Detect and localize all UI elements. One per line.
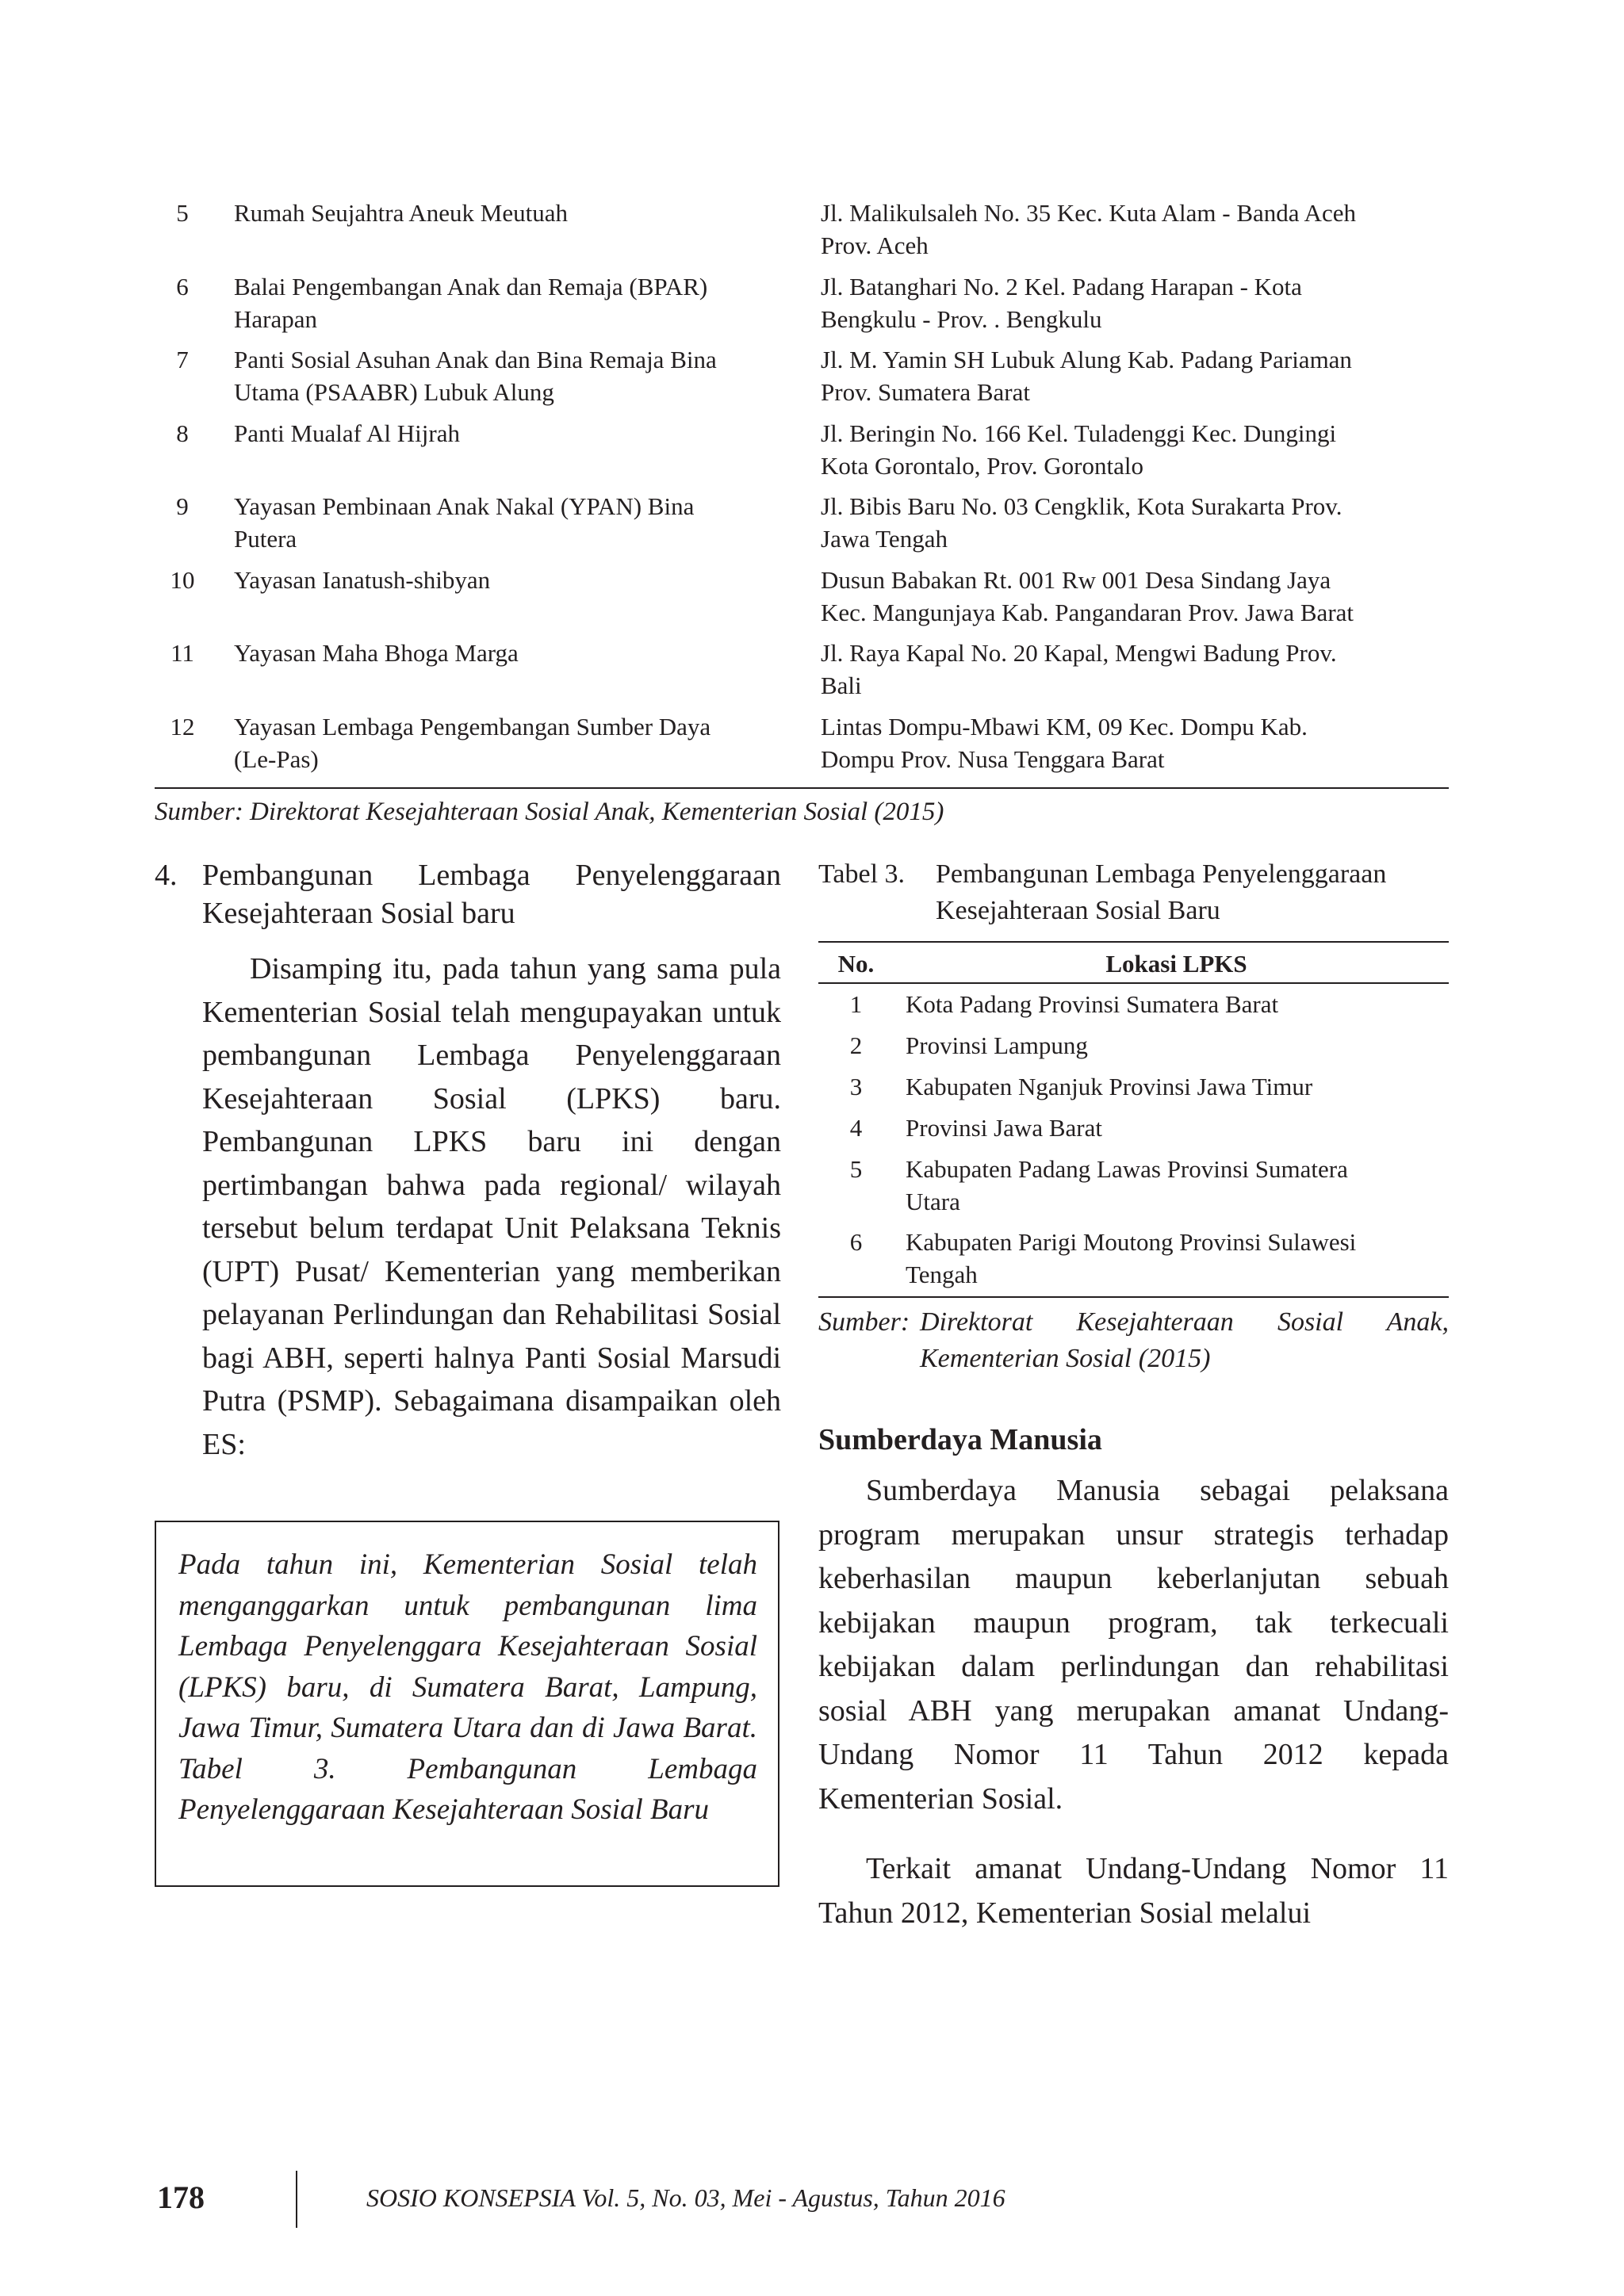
table3-location-line: Kabupaten Nganjuk Provinsi Jawa Timur bbox=[906, 1073, 1313, 1100]
table3-location bbox=[906, 988, 1437, 1020]
table3-location bbox=[906, 1029, 1437, 1062]
table3-row-number: 6 bbox=[849, 1228, 863, 1256]
institution-address bbox=[821, 343, 1449, 408]
institution-address-line: Prov. Aceh bbox=[821, 232, 929, 259]
table-row bbox=[155, 343, 1449, 417]
institution-address bbox=[821, 710, 1449, 775]
page-number: 178 bbox=[157, 2179, 205, 2215]
table3-source-line1: Direktorat Kesejahteraan Sosial Anak, bbox=[920, 1307, 1449, 1337]
table3-header-rule bbox=[818, 982, 1449, 984]
table3-location bbox=[906, 1226, 1437, 1291]
section-title-line1: Pembangunan Lembaga Penyelenggaraan bbox=[202, 859, 781, 892]
table3-location-line: Tengah bbox=[906, 1261, 978, 1288]
institution-name-line: Harapan bbox=[234, 304, 317, 333]
table3-row-number: 2 bbox=[849, 1031, 863, 1059]
table3-title-line1: Pembangunan Lembaga Penyelenggaraan bbox=[936, 859, 1387, 889]
table3-location bbox=[906, 1153, 1437, 1218]
institution-address-line: Bengkulu - Prov. . Bengkulu bbox=[821, 304, 1102, 333]
table3-row-number: 5 bbox=[849, 1155, 863, 1183]
institution-address-line: Jl. Bibis Baru No. 03 Cengklik, Kota Surakarta Prov. bbox=[821, 492, 1342, 520]
table3-row bbox=[818, 1153, 1449, 1226]
table3-row bbox=[818, 988, 1449, 1029]
table3-location bbox=[906, 1112, 1437, 1144]
table3-label: Tabel 3. bbox=[818, 859, 906, 889]
table3-title bbox=[936, 856, 1443, 929]
row-number: 5 bbox=[176, 199, 189, 227]
institution-address bbox=[821, 197, 1449, 262]
table3-location-line: Kabupaten Padang Lawas Provinsi Sumatera bbox=[906, 1155, 1348, 1183]
institution-name-line: (Le-Pas) bbox=[234, 744, 319, 773]
institution-address-line: Jl. Malikulsaleh No. 35 Kec. Kuta Alam - Banda Aceh bbox=[821, 199, 1356, 227]
quote-text: Pada tahun ini, Kementerian Sosial telah menganggarkan untuk pembangunan lima Lembaga Penyelenggara Kesejahteraan Sosial (LPKS) baru, di Sumatera Barat, Lampung, Jawa Timur, Sumatera Utara dan di Jawa Barat. Tabel 3. Pembangunan Lembaga Penyelenggaraan Kesejahteraan Sosial Baru bbox=[178, 1548, 757, 1826]
institution-address-line: Jawa Tengah bbox=[821, 525, 948, 553]
row-number: 10 bbox=[170, 565, 195, 594]
table3-location-line: Kota Padang Provinsi Sumatera Barat bbox=[906, 990, 1279, 1018]
institution-name-line: Rumah Seujahtra Aneuk Meutuah bbox=[234, 199, 568, 227]
institution-address-line: Lintas Dompu-Mbawi KM, 09 Kec. Dompu Kab. bbox=[821, 712, 1308, 740]
table-row bbox=[155, 637, 1449, 710]
institution-table bbox=[155, 197, 1449, 783]
section-number: 4. bbox=[155, 859, 178, 892]
institution-name-line: Putera bbox=[234, 525, 297, 553]
institution-address-line: Jl. Beringin No. 166 Kel. Tuladenggi Kec. Dungingi bbox=[821, 419, 1337, 447]
footer-divider bbox=[296, 2171, 297, 2228]
institution-address bbox=[821, 417, 1449, 482]
table-row bbox=[155, 270, 1449, 344]
institution-name-line: Yayasan Pembinaan Anak Nakal (YPAN) Bina bbox=[234, 492, 695, 520]
institution-name-line: Yayasan Lembaga Pengembangan Sumber Daya bbox=[234, 712, 711, 740]
table-row bbox=[155, 490, 1449, 564]
table3-location-line: Provinsi Jawa Barat bbox=[906, 1114, 1102, 1142]
institution-address-line: Dusun Babakan Rt. 001 Rw 001 Desa Sindang Jaya bbox=[821, 565, 1331, 594]
table-bottom-rule bbox=[155, 787, 1449, 789]
section-title-line2: Kesejahteraan Sosial baru bbox=[202, 897, 515, 930]
institution-address-line: Kec. Mangunjaya Kab. Pangandaran Prov. Jawa Barat bbox=[821, 598, 1354, 626]
row-number: 11 bbox=[170, 639, 194, 667]
row-number: 8 bbox=[176, 419, 189, 447]
table3-source-line2: Kementerian Sosial (2015) bbox=[920, 1344, 1211, 1373]
table3-row-number: 4 bbox=[849, 1114, 863, 1142]
row-number: 12 bbox=[170, 712, 195, 740]
row-number: 9 bbox=[176, 492, 189, 520]
sdm-heading: Sumberdaya Manusia bbox=[818, 1423, 1102, 1456]
table3-header-location: Lokasi LPKS bbox=[1105, 950, 1247, 978]
institution-address-line: Jl. Raya Kapal No. 20 Kapal, Mengwi Badung Prov. bbox=[821, 639, 1337, 667]
institution-address-line: Jl. M. Yamin SH Lubuk Alung Kab. Padang Pariaman bbox=[821, 346, 1352, 373]
table3-row bbox=[818, 1029, 1449, 1070]
table-row bbox=[155, 564, 1449, 637]
institution-address-line: Bali bbox=[821, 672, 862, 699]
table-row bbox=[155, 417, 1449, 491]
institution-address bbox=[821, 637, 1449, 702]
table3-row bbox=[818, 1226, 1449, 1299]
institution-address bbox=[821, 490, 1449, 555]
table-row bbox=[155, 197, 1449, 270]
section-paragraph: Disamping itu, pada tahun yang sama pula Kementerian Sosial telah mengupayakan untuk pembangunan Lembaga Penyelenggaraan Kesejahteraan Sosial (LPKS) baru. Pembangunan LPKS baru ini dengan pertimbangan bahwa pada regional/ wilayah tersebut belum terdapat Unit Pelaksana Teknis (UPT) Pusat/ Kementerian yang memberikan pelayanan Perlindungan dan Rehabilitasi Sosial bagi ABH, seperti halnya Panti Sosial Marsudi Putra (PSMP). Sebagaimana disampaikan oleh ES: bbox=[202, 952, 781, 1461]
institution-name-line: Yayasan Maha Bhoga Marga bbox=[234, 639, 519, 667]
institution-name-line: Yayasan Ianatush-shibyan bbox=[234, 565, 491, 594]
institution-address-line: Kota Gorontalo, Prov. Gorontalo bbox=[821, 451, 1143, 480]
table3-location-line: Kabupaten Parigi Moutong Provinsi Sulawesi bbox=[906, 1228, 1357, 1256]
table-row bbox=[155, 710, 1449, 784]
institution-address-line: Prov. Sumatera Barat bbox=[821, 378, 1030, 406]
table3-title-line2: Kesejahteraan Sosial Baru bbox=[936, 896, 1220, 925]
table3-location-line: Provinsi Lampung bbox=[906, 1031, 1088, 1059]
institution-name-line: Panti Mualaf Al Hijrah bbox=[234, 419, 460, 447]
table3-body bbox=[818, 988, 1449, 1299]
table3-source-label: Sumber: bbox=[818, 1307, 910, 1337]
sdm-paragraph-1: Sumberdaya Manusia sebagai pelaksana program merupakan unsur strategis terhadap keberhasilan maupun keberlanjutan sebuah kebijakan maupun program, tak terkecuali kebijakan dalam perlindungan dan rehabilitasi sosial ABH yang merupakan amanat Undang-Undang Nomor 11 Tahun 2012 kepada Kementerian Sosial. bbox=[818, 1474, 1449, 1816]
table3-header-no: No. bbox=[837, 950, 875, 978]
institution-address-line: Dompu Prov. Nusa Tenggara Barat bbox=[821, 744, 1165, 773]
table3-location bbox=[906, 1070, 1437, 1103]
institution-name-line: Panti Sosial Asuhan Anak dan Bina Remaja Bina bbox=[234, 346, 717, 373]
table3-row-number: 3 bbox=[849, 1073, 863, 1100]
institution-address bbox=[821, 270, 1449, 335]
table3-location-line: Utara bbox=[906, 1188, 960, 1215]
table-source-note: Sumber: Direktorat Kesejahteraan Sosial Anak, Kementerian Sosial (2015) bbox=[155, 798, 944, 826]
institution-name-line: Utama (PSAABR) Lubuk Alung bbox=[234, 378, 554, 406]
institution-address-line: Jl. Batanghari No. 2 Kel. Padang Harapan - Kota bbox=[821, 272, 1302, 300]
footer-journal-title: SOSIO KONSEPSIA Vol. 5, No. 03, Mei - Agustus, Tahun 2016 bbox=[366, 2183, 1005, 2212]
table3-row bbox=[818, 1112, 1449, 1153]
table3-row bbox=[818, 1070, 1449, 1112]
table3-bottom-rule bbox=[818, 1296, 1449, 1298]
row-number: 6 bbox=[176, 272, 189, 300]
institution-name-line: Balai Pengembangan Anak dan Remaja (BPAR) bbox=[234, 272, 708, 300]
table3-row-number: 1 bbox=[849, 990, 863, 1018]
row-number: 7 bbox=[176, 346, 189, 373]
sdm-paragraph-2: Terkait amanat Undang-Undang Nomor 11 Tahun 2012, Kementerian Sosial melalui bbox=[818, 1852, 1449, 1930]
institution-address bbox=[821, 564, 1449, 629]
table3-top-rule bbox=[818, 941, 1449, 943]
